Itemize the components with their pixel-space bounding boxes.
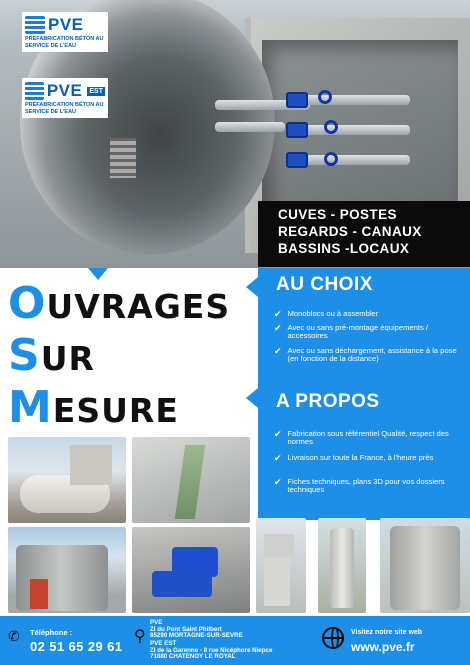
phone-label: Téléphone :	[30, 628, 73, 637]
photo-channel	[132, 437, 250, 523]
panel-arrow	[246, 388, 258, 408]
title-line-1: OUVRAGES	[8, 278, 231, 329]
waves-logo-icon	[25, 16, 45, 34]
logo-name: PVE	[48, 15, 84, 34]
logo-badge: EST	[89, 87, 103, 95]
product-line: BASSINS -LOCAUX	[278, 241, 410, 256]
list-item: ✔ Livraison sur toute la France, à l'heure près	[274, 453, 434, 463]
pve-est-logo	[22, 78, 108, 118]
check-icon: ✔	[274, 477, 282, 487]
title-line-2: SUR	[8, 330, 95, 381]
pve-logo	[22, 12, 108, 52]
photo-cylinder	[8, 527, 126, 613]
photo-lifted-tank	[256, 518, 306, 613]
product-line: REGARDS - CANAUX	[278, 224, 422, 239]
waves-logo-icon	[25, 82, 44, 100]
check-icon: ✔	[274, 346, 282, 356]
list-item: ✔ Avec ou sans pré-montage équipements / accessoires	[274, 323, 428, 341]
phone-number[interactable]: 02 51 65 29 61	[30, 639, 123, 654]
check-icon: ✔	[274, 429, 282, 439]
au-choix-heading: AU CHOIX	[276, 274, 373, 295]
check-icon: ✔	[274, 323, 282, 333]
globe-icon	[322, 627, 344, 649]
logo-name: PVE	[46, 81, 83, 100]
photo-column	[318, 518, 366, 613]
list-item: ✔ Monoblocs ou à assembler	[274, 309, 379, 319]
location-pin-icon: ⚲	[134, 628, 146, 645]
check-icon: ✔	[274, 453, 282, 463]
address-pve-est: PVE EST ZI de la Garenne - 8 rue Nicéphore Niepce 71880 CHATENOY LE ROYAL	[150, 640, 273, 661]
product-line: CUVES - POSTES	[278, 207, 397, 222]
panel-arrow	[246, 277, 258, 297]
list-item: ✔ Avec ou sans déchargement, assistance à la pose (en fonction de la distance)	[274, 346, 457, 364]
address-pve: PVE ZI du Pont Saint Philbert 85290 MORTAGNE-SUR-SEVRE	[150, 619, 243, 640]
title-line-3: MESURE	[8, 382, 179, 433]
photo-valves	[132, 527, 250, 613]
a-propos-heading: A PROPOS	[276, 391, 380, 412]
check-icon: ✔	[274, 309, 282, 319]
website-link[interactable]: www.pve.fr	[351, 640, 415, 654]
photo-tank	[8, 437, 126, 523]
logo-tagline: PRÉFABRICATION BÉTON AU SERVICE DE L'EAU	[25, 102, 104, 115]
website-label: Visitez notre site web	[351, 629, 423, 636]
products-box	[258, 201, 470, 267]
phone-icon: ✆	[8, 628, 20, 644]
photo-large-cylinder	[380, 518, 470, 613]
list-item: ✔ Fiches techniques, plans 3D pour vos dossiers techniques	[274, 477, 445, 495]
logo-tagline: PRÉFABRICATION BÉTON AU SERVICE DE L'EAU	[25, 36, 104, 49]
notch-arrow	[88, 268, 108, 280]
list-item: ✔ Fabrication sous référentiel Qualité, respect des normes	[274, 429, 449, 447]
